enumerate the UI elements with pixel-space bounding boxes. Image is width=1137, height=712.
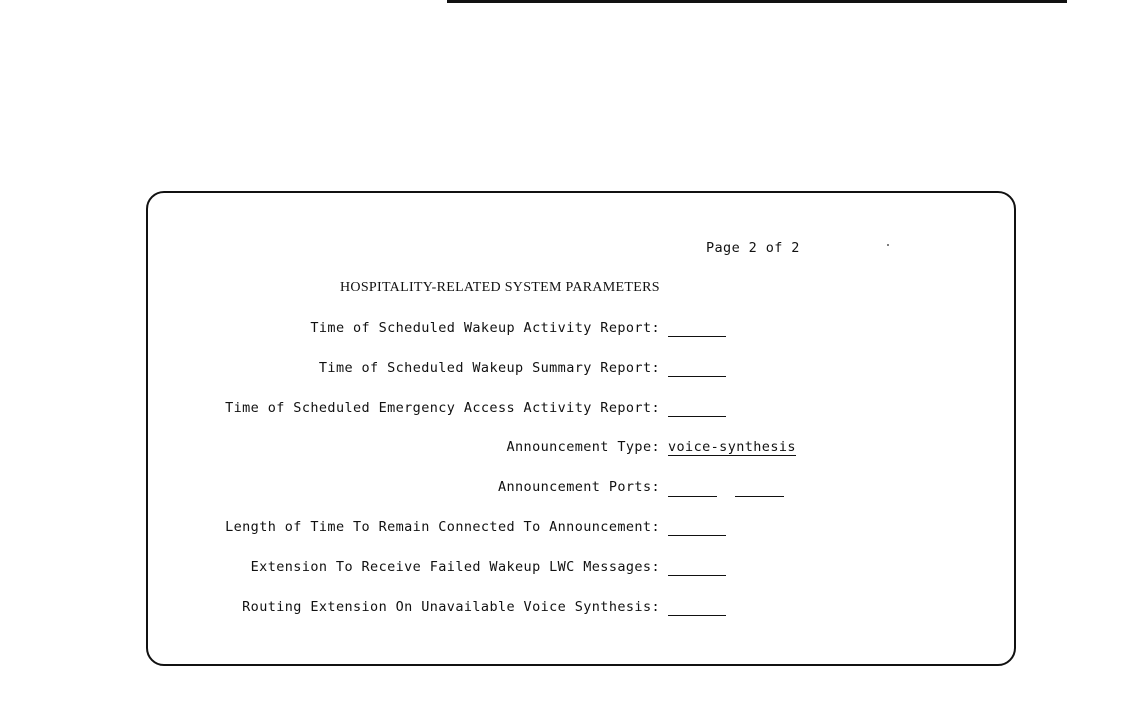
failed-wakeup-extension-label: Extension To Receive Failed Wakeup LWC Messages: (250, 559, 660, 575)
wakeup-activity-report-label: Time of Scheduled Wakeup Activity Report: (310, 320, 660, 336)
routing-extension-label: Routing Extension On Unavailable Voice Synthesis: (242, 599, 660, 615)
wakeup-summary-report-label: Time of Scheduled Wakeup Summary Report: (318, 360, 660, 376)
failed-wakeup-extension-field[interactable] (668, 560, 726, 576)
announcement-port-1-field[interactable] (668, 481, 717, 497)
wakeup-summary-report-field[interactable] (668, 361, 726, 377)
wakeup-activity-report-field[interactable] (668, 321, 726, 337)
screen-speck (887, 244, 889, 246)
announcement-port-2-field[interactable] (735, 481, 784, 497)
announcement-type-label: Announcement Type: (506, 439, 660, 455)
top-rule (447, 0, 1067, 3)
remain-connected-time-label: Length of Time To Remain Connected To Announcement: (225, 519, 660, 535)
routing-extension-field[interactable] (668, 600, 726, 616)
terminal-screen-frame (146, 191, 1016, 666)
emergency-access-report-label: Time of Scheduled Emergency Access Activity Report: (225, 400, 660, 416)
announcement-ports-label: Announcement Ports: (497, 479, 660, 495)
announcement-type-field[interactable]: voice-synthesis (668, 439, 796, 455)
form-title: HOSPITALITY-RELATED SYSTEM PARAMETERS (340, 280, 660, 295)
remain-connected-time-field[interactable] (668, 520, 726, 536)
page-indicator: Page 2 of 2 (706, 240, 800, 256)
emergency-access-report-field[interactable] (668, 401, 726, 417)
